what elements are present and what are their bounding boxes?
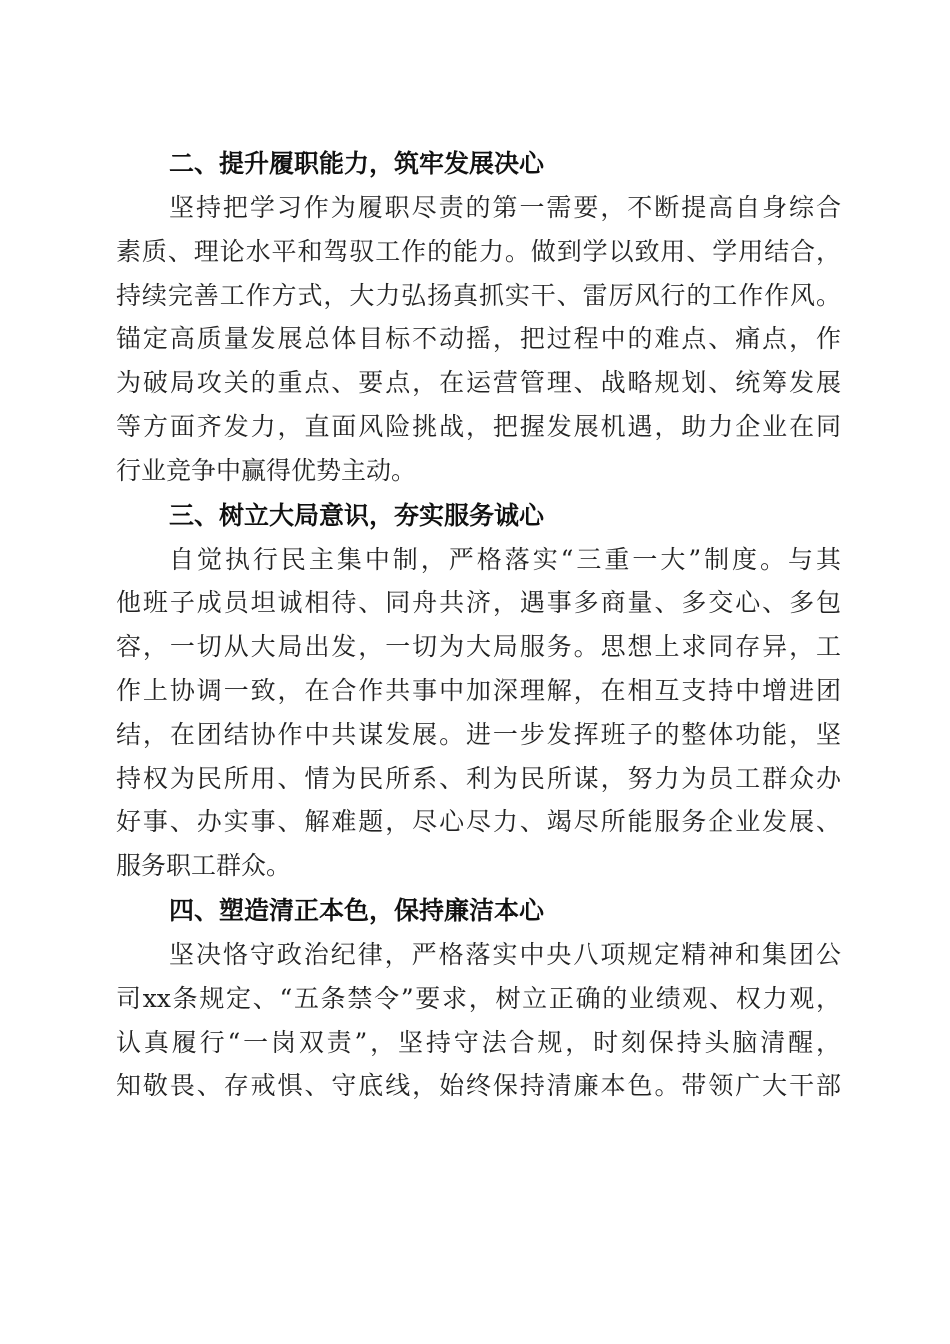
paragraph-line: 素质、理论水平和驾驭工作的能力。做到学以致用、学用结合， <box>116 236 841 266</box>
paragraph-line: 结，在团结协作中共谋发展。进一步发挥班子的整体功能，坚 <box>116 719 841 749</box>
section-heading: 二、提升履职能力，筑牢发展决心 <box>169 149 545 178</box>
paragraph-line: 司xx条规定、“五条禁令”要求，树立正确的业绩观、权力观， <box>116 983 841 1013</box>
paragraph-line: 锚定高质量发展总体目标不动摇，把过程中的难点、痛点，作 <box>116 324 841 354</box>
section-paragraph <box>116 933 841 1108</box>
paragraph-line: 坚决恪守政治纪律，严格落实中央八项规定精神和集团公 <box>169 939 841 969</box>
section-3 <box>116 493 841 888</box>
section-heading: 四、塑造清正本色，保持廉洁本心 <box>169 895 545 925</box>
paragraph-line: 坚持把学习作为履职尽责的第一需要，不断提高自身综合 <box>169 193 841 222</box>
section-2 <box>116 141 841 493</box>
paragraph-line: 好事、办实事、解难题，尽心尽力、竭尽所能服务企业发展、 <box>116 807 841 837</box>
paragraph-line: 服务职工群众。 <box>116 851 292 881</box>
paragraph-line: 自觉执行民主集中制，严格落实“三重一大”制度。与其 <box>169 544 841 574</box>
paragraph-line: 等方面齐发力，直面风险挑战，把握发展机遇，助力企业在同 <box>116 411 841 441</box>
paragraph-line: 为破局攻关的重点、要点，在运营管理、战略规划、统筹发展 <box>116 368 841 398</box>
section-paragraph <box>116 186 841 493</box>
paragraph-line: 知敬畏、存戒惧、守底线，始终保持清廉本色。带领广大干部 <box>116 1071 841 1101</box>
section-4 <box>116 888 841 1108</box>
paragraph-line: 持权为民所用、情为民所系、利为民所谋，努力为员工群众办 <box>116 763 841 793</box>
paragraph-line: 认真履行“一岗双责”，坚持守法合规，时刻保持头脑清醒， <box>116 1027 841 1057</box>
paragraph-line: 他班子成员坦诚相待、同舟共济，遇事多商量、多交心、多包 <box>116 588 841 618</box>
section-paragraph <box>116 538 841 888</box>
document-body <box>116 141 841 1108</box>
paragraph-line: 行业竞争中赢得优势主动。 <box>116 455 417 485</box>
paragraph-line: 持续完善工作方式，大力弘扬真抓实干、雷厉风行的工作作风。 <box>116 280 841 310</box>
paragraph-line: 作上协调一致，在合作共事中加深理解，在相互支持中增进团 <box>116 675 841 705</box>
section-heading: 三、树立大局意识，夯实服务诚心 <box>169 500 545 530</box>
paragraph-line: 容，一切从大局出发，一切为大局服务。思想上求同存异，工 <box>116 632 841 662</box>
